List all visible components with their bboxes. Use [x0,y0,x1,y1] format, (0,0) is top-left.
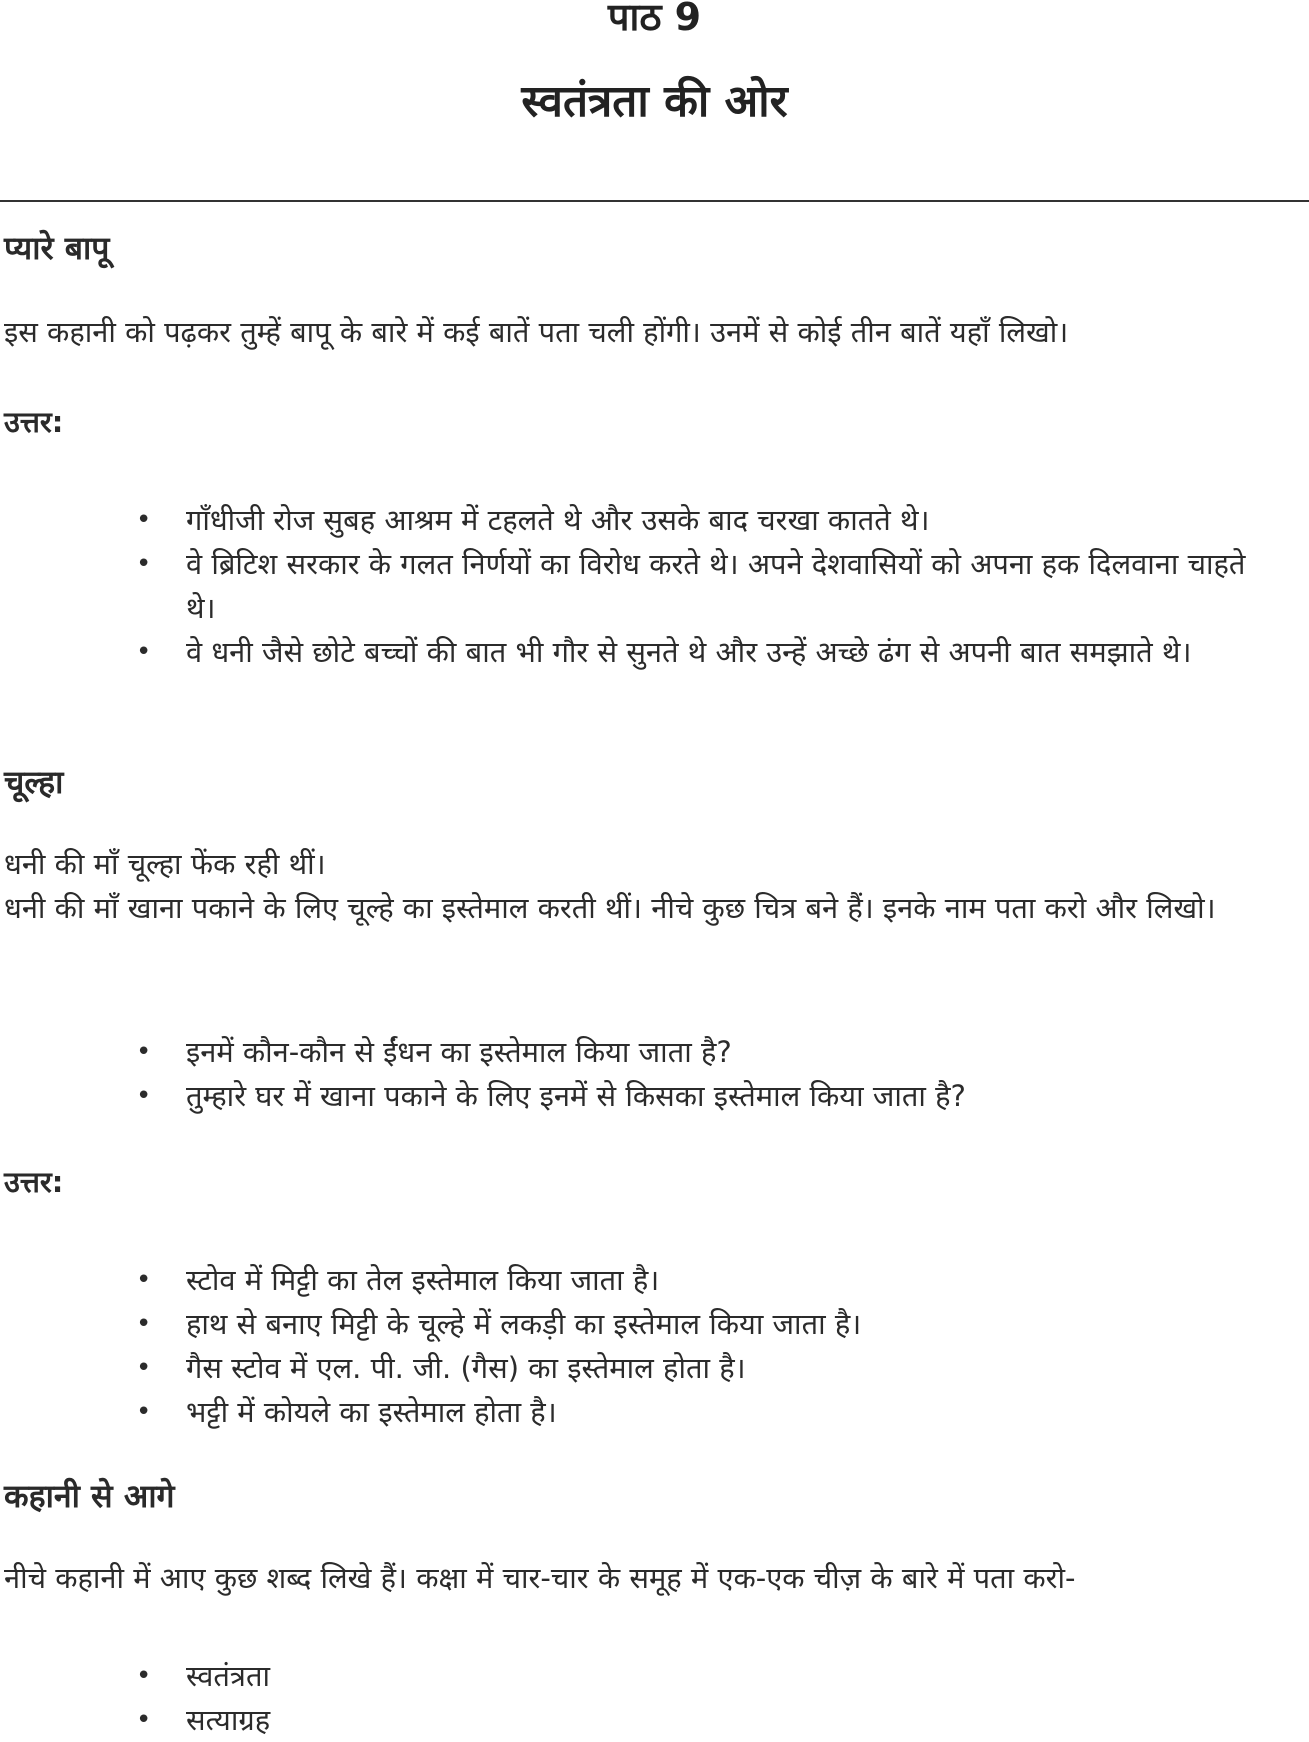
bullet-icon: • [136,505,152,535]
section2-line2: धनी की माँ खाना पकाने के लिए चूल्हे का इस्तेमाल करती थीं। नीचे कुछ चित्र बने हैं। इनके नाम पता करो और लिखो। [4,891,1216,925]
chapter-title: स्वतंत्रता की ओर [521,76,788,127]
bullet-icon: • [136,1397,152,1427]
list-item: • हाथ से बनाए मिट्टी के चूल्हे में लकड़ी का इस्तेमाल किया जाता है। [0,1302,1309,1346]
section1-answer-list [0,498,1309,674]
list-item: • वे ब्रिटिश सरकार के गलत निर्णयों का विरोध करते थे। अपने देशवासियों को अपना हक दिलवाना चाहते थे। [0,542,1309,630]
list-item: • स्टोव में मिट्टी का तेल इस्तेमाल किया जाता है। [0,1258,1309,1302]
section2-answer-label: उत्तर: [4,1165,64,1199]
bullet-icon: • [136,549,152,579]
list-item: • इनमें कौन-कौन से ईंधन का इस्तेमाल किया जाता है? [0,1030,1309,1074]
list-item: • सत्याग्रह [0,1698,1309,1742]
bullet-icon: • [136,1705,152,1735]
section3-question: नीचे कहानी में आए कुछ शब्द लिखे हैं। कक्षा में चार-चार के समूह में एक-एक चीज़ के बारे में पता करो- [4,1561,1076,1595]
list-item: • गाँधीजी रोज सुबह आश्रम में टहलते थे और उसके बाद चरखा कातते थे। [0,498,1309,542]
list-item: • गैस स्टोव में एल. पी. जी. (गैस) का इस्तेमाल होता है। [0,1346,1309,1390]
list-item: • भट्टी में कोयले का इस्तेमाल होता है। [0,1390,1309,1434]
header-divider [0,200,1309,202]
list-item: • तुम्हारे घर में खाना पकाने के लिए इनमें से किसका इस्तेमाल किया जाता है? [0,1074,1309,1118]
list-item: • वे धनी जैसे छोटे बच्चों की बात भी गौर से सुनते थे और उन्हें अच्छे ढंग से अपनी बात समझाते थे। [0,630,1309,674]
bullet-icon: • [136,1081,152,1111]
section-heading-pyare-bapu: प्यारे बापू [4,229,110,267]
bullet-icon: • [136,637,152,667]
section3-item-list [0,1654,1309,1742]
bullet-icon: • [136,1265,152,1295]
bullet-icon: • [136,1661,152,1691]
list-item: • स्वतंत्रता [0,1654,1309,1698]
section2-question-list [0,1030,1309,1118]
section1-question: इस कहानी को पढ़कर तुम्हें बापू के बारे में कई बातें पता चली होंगी। उनमें से कोई तीन बातें यहाँ लिखो। [4,315,1069,349]
bullet-icon: • [136,1353,152,1383]
bullet-icon: • [136,1037,152,1067]
section2-line1: धनी की माँ चूल्हा फेंक रही थीं। [4,847,326,881]
section1-answer-label: उत्तर: [4,405,64,439]
chapter-number: पाठ 9 [607,0,702,39]
section-heading-chulha: चूल्हा [4,763,64,801]
section2-answer-list [0,1258,1309,1434]
bullet-icon: • [136,1309,152,1339]
section-heading-kahani-se-aage: कहानी से आगे [4,1477,175,1515]
